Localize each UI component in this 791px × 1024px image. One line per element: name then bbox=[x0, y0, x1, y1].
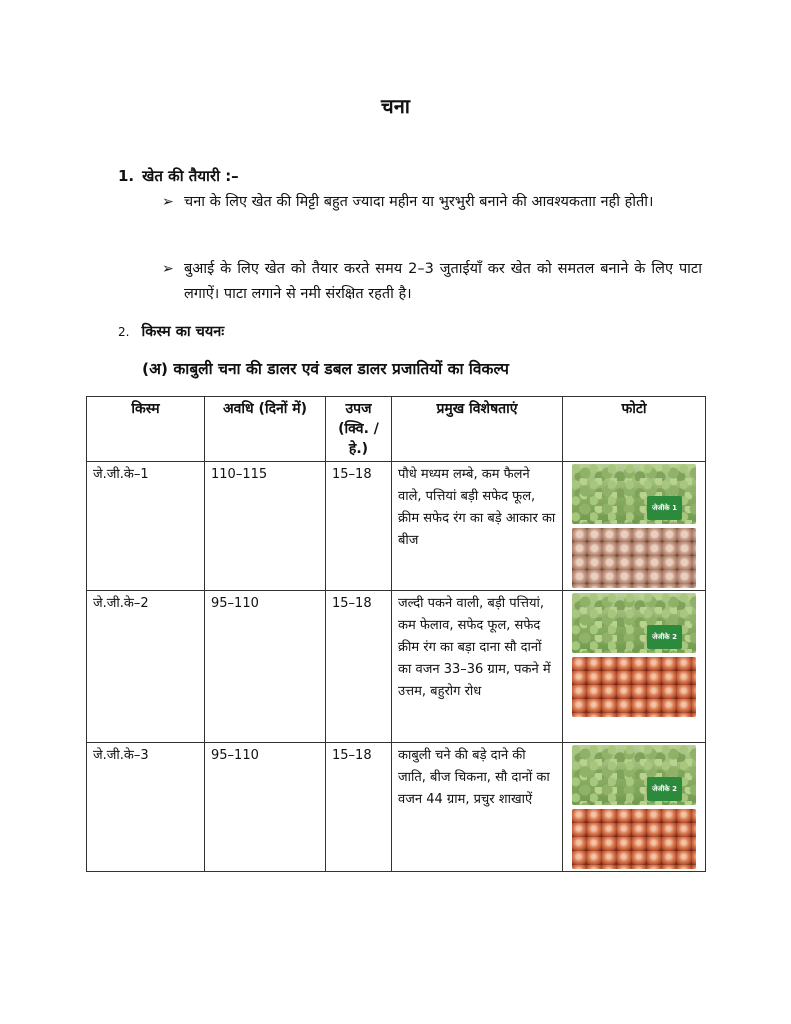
section-2-heading bbox=[118, 321, 224, 341]
section-1-number: 1. bbox=[118, 167, 135, 185]
cell-duration: 95–110 bbox=[205, 743, 326, 872]
cell-yield: 15–18 bbox=[326, 743, 392, 872]
header-photo: फोटो bbox=[563, 397, 706, 462]
chickpea-seed-image bbox=[572, 657, 696, 717]
cell-features: जल्दी पकने वाली, बड़ी पत्तियां, कम फेलाव, सफेद फूल, सफेद क्रीम रंग का बड़ा दाना सौ दानों का वजन 33–36 ग्राम, पकने में उत्तम, बहुरोग रोध bbox=[392, 591, 563, 743]
cell-features: काबुली चने की बड़े दाने की जाति, बीज चिकना, सौ दानों का वजन 44 ग्राम, प्रचुर शाखाऐं bbox=[392, 743, 563, 872]
chickpea-plant-image bbox=[572, 745, 696, 805]
bullet-item bbox=[162, 257, 702, 307]
table-row bbox=[87, 591, 706, 743]
cell-variety: जे.जी.के–2 bbox=[87, 591, 205, 743]
page-title: चना bbox=[381, 94, 410, 118]
table-header-row bbox=[87, 397, 706, 462]
chickpea-plant-image bbox=[572, 464, 696, 524]
photo-label: जेजीके 2 bbox=[647, 625, 682, 649]
cell-photo bbox=[563, 462, 706, 591]
cell-duration: 110–115 bbox=[205, 462, 326, 591]
chickpea-seed-image bbox=[572, 809, 696, 869]
cell-photo bbox=[563, 591, 706, 743]
arrow-bullet-icon: ➢ bbox=[162, 194, 174, 210]
photo-label: जेजीके 2 bbox=[647, 777, 682, 801]
cell-yield: 15–18 bbox=[326, 462, 392, 591]
cell-duration: 95–110 bbox=[205, 591, 326, 743]
chickpea-seed-image bbox=[572, 528, 696, 588]
cell-variety: जे.जी.के–1 bbox=[87, 462, 205, 591]
cell-yield: 15–18 bbox=[326, 591, 392, 743]
bullet-item bbox=[162, 190, 702, 215]
chickpea-plant-image bbox=[572, 593, 696, 653]
section-1-heading bbox=[118, 166, 239, 186]
section-2-title: किस्म का चयनः bbox=[141, 324, 225, 340]
table-row bbox=[87, 743, 706, 872]
section-2-number: 2. bbox=[118, 325, 130, 339]
photo-label: जेजीके 1 bbox=[647, 496, 682, 520]
cell-variety: जे.जी.के–3 bbox=[87, 743, 205, 872]
bullet-text: बुआई के लिए खेत को तैयार करते समय 2–3 जुताईयाँ कर खेत को समतल बनाने के लिए पाटा लगाऐं। पाटा लगाने से नमी संरक्षित रहती है। bbox=[184, 261, 702, 302]
header-yield: उपज (क्वि. / हे.) bbox=[326, 397, 392, 462]
header-variety: किस्म bbox=[87, 397, 205, 462]
variety-table bbox=[86, 396, 706, 872]
header-duration: अवधि (दिनों में) bbox=[205, 397, 326, 462]
cell-features: पौधे मध्यम लम्बे, कम फैलने वाले, पत्तियां बड़ी सफेद फूल, क्रीम सफेद रंग का बड़े आकार का बीज bbox=[392, 462, 563, 591]
section-1-title: खेत की तैयारी :– bbox=[142, 167, 239, 185]
cell-photo bbox=[563, 743, 706, 872]
table-row bbox=[87, 462, 706, 591]
arrow-bullet-icon: ➢ bbox=[162, 261, 174, 277]
header-features: प्रमुख विशेषताएं bbox=[392, 397, 563, 462]
bullet-text: चना के लिए खेत की मिट्टी बहुत ज्यादा महीन या भुरभुरी बनाने की आवश्यकताा नही होती। bbox=[184, 194, 654, 210]
table-caption: (अ) काबुली चना की डालर एवं डबल डालर प्रजातियों का विकल्प bbox=[142, 360, 509, 378]
